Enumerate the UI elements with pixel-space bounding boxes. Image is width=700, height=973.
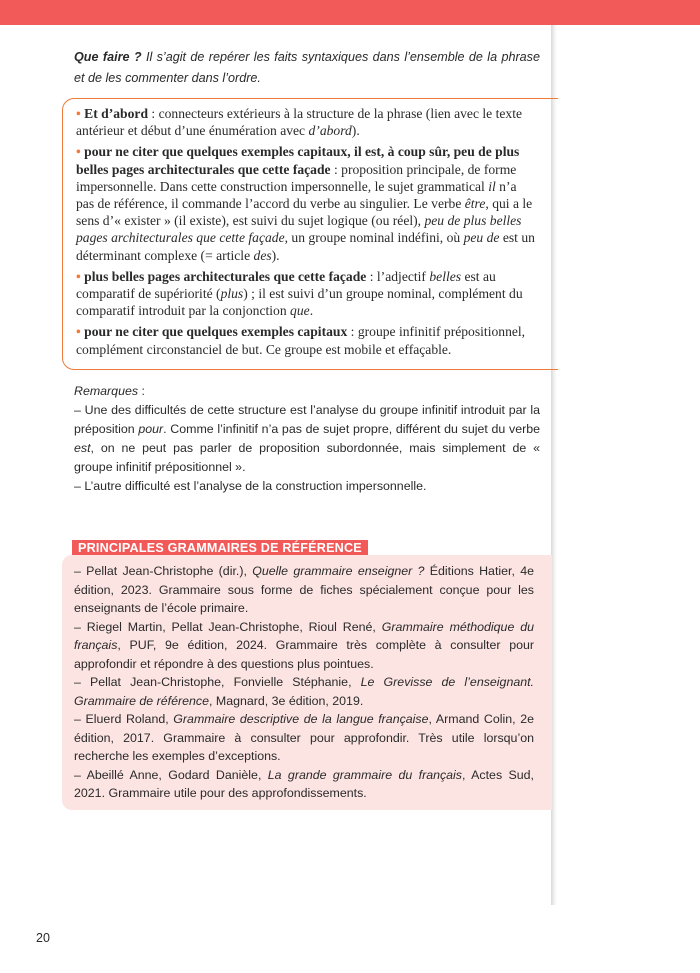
intro-paragraph (74, 47, 540, 89)
text-segment: . (309, 303, 314, 319)
text-segment: – Pellat Jean-Christophe (dir.), (74, 564, 253, 578)
text-segment: belles (429, 268, 462, 284)
remark-line (74, 477, 540, 496)
text-segment: Remarques (74, 384, 139, 398)
text-segment: – Une des difficultés de cette structure est l’analyse du groupe infinitif introduit par la préposition (74, 403, 540, 436)
text-segment: : (138, 384, 145, 398)
text-segment: : connecteurs extérieurs à la structure de la phrase (lien avec le texte antérieur et début d’une énumération avec (76, 106, 523, 139)
text-segment: pour ne citer que quelques exemples capitaux (84, 324, 348, 340)
text-segment: pour ne citer que quelques exemples capitaux, il est, à coup sûr, peu de plus belles pages architecturales que cette façade (76, 144, 520, 177)
text-segment: ). (351, 123, 360, 139)
page-number: 20 (36, 931, 50, 945)
top-color-bar (0, 0, 700, 25)
text-segment: : proposition principale, de forme impersonnelle. Dans cette construction impersonnelle, le sujet grammatical (76, 161, 517, 194)
text-segment: : groupe infinitif prépositionnel, complément circonstanciel de but. Ce groupe est mobile et effaçable. (76, 324, 526, 357)
remark-line (74, 401, 540, 477)
text-segment: : l’adjectif (366, 268, 430, 284)
text-segment: Éditions Hatier, 4e édition, 2023. Grammaire sous forme de fiches spécialement conçue pour les enseignants de l’école primaire. (74, 564, 534, 615)
text-segment: Grammaire méthodique du français (74, 619, 534, 652)
bullet-icon: • (76, 144, 85, 160)
text-segment: Il s’agit de repérer les faits syntaxiques dans l’ensemble de la phrase et de les commenter dans l’ordre. (74, 50, 540, 85)
text-segment: plus (220, 286, 244, 302)
analysis-item (76, 268, 538, 320)
text-segment: Quelle grammaire enseigner ? (252, 564, 425, 578)
references-box (62, 555, 552, 810)
analysis-box (62, 98, 558, 370)
bullet-icon: • (76, 268, 85, 284)
text-segment: ). (271, 247, 280, 263)
text-segment: , Actes Sud, 2021. Grammaire utile pour des approfondissements. (74, 767, 535, 800)
text-segment: Que faire ? (74, 50, 142, 64)
text-segment: que (290, 303, 310, 319)
remarks-section (74, 382, 540, 496)
text-segment: , un groupe nominal indéfini, où (284, 230, 464, 246)
text-segment: – L’autre difficulté est l’analyse de la construction impersonnelle. (74, 479, 427, 493)
remark-line (74, 382, 540, 401)
text-segment: pour (138, 422, 164, 436)
text-segment: . Comme l’infinitif n’a pas de sujet propre, différent du sujet du verbe (163, 422, 540, 436)
text-segment: , qui a le sens d’« exister » (il existe), est suivi du sujet logique (ou réel), (76, 196, 533, 229)
text-segment: – Eluerd Roland, (74, 712, 174, 726)
bullet-icon: • (76, 324, 85, 340)
reference-item (74, 710, 534, 766)
text-segment: être (464, 196, 486, 212)
text-segment: Le Grevisse de l’enseignant. Grammaire de référence (74, 675, 534, 708)
analysis-item (76, 143, 538, 263)
text-segment: il (488, 178, 496, 194)
text-segment: plus belles pages architecturales que cette façade (84, 268, 367, 284)
text-segment: d’abord (308, 123, 352, 139)
text-segment: n’a pas de référence, il commande l’accord du verbe au singulier. Le verbe (76, 178, 517, 212)
text-segment: Grammaire descriptive de la langue française (173, 712, 429, 726)
references-title: PRINCIPALES GRAMMAIRES DE RÉFÉRENCE (72, 540, 368, 556)
text-segment: – Abeillé Anne, Godard Danièle, (74, 767, 268, 782)
reference-item (74, 766, 534, 803)
text-segment: est un déterminant complexe (= article (76, 230, 535, 263)
text-segment: – Riegel Martin, Pellat Jean-Christophe, Rioul René, (74, 619, 382, 634)
text-segment: , Magnard, 3e édition, 2019. (208, 693, 364, 708)
text-segment: des (253, 247, 272, 263)
text-segment: , on ne peut pas parler de proposition subordonnée, mais simplement de « groupe infinitif prépositionnel ». (74, 441, 540, 474)
text-segment: est (74, 441, 91, 455)
text-segment: est au comparatif de supériorité ( (76, 268, 496, 302)
reference-item (74, 673, 534, 710)
text-segment: , Armand Colin, 2e édition, 2017. Grammaire à consulter pour approfondir. Très utile lorsqu’on recherche les exemples d’exceptions. (74, 712, 534, 763)
text-segment: – Pellat Jean-Christophe, Fonvielle Stéphanie, (74, 675, 361, 689)
analysis-item (76, 323, 538, 357)
analysis-item (76, 105, 538, 139)
reference-item (74, 562, 534, 618)
reference-item (74, 618, 534, 674)
text-segment: Et d’abord (84, 106, 148, 121)
text-segment: peu de (463, 230, 500, 246)
text-segment: , PUF, 9e édition, 2024. Grammaire très complète à consulter pour approfondir et répondre à des questions plus pointues. (74, 638, 534, 671)
bullet-icon: • (76, 106, 85, 121)
text-segment: ) ; il est suivi d’un groupe nominal, complément du comparatif introduit par la conjonction (76, 286, 523, 319)
text-segment: La grande grammaire du français (267, 767, 463, 782)
text-segment: peu de plus belles pages architecturales que cette façade (76, 213, 522, 246)
